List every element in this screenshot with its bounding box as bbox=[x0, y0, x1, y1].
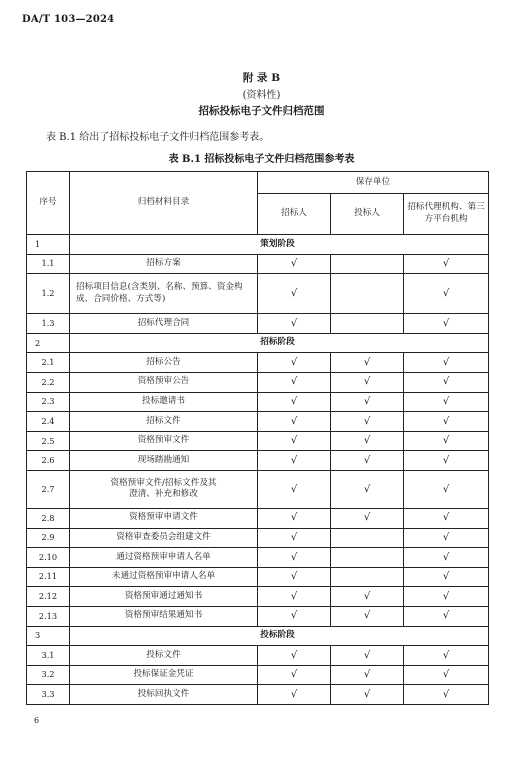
material-name: 资格预审结果通知书 bbox=[70, 606, 258, 626]
checkmark-icon: √ bbox=[290, 356, 298, 368]
bidder-check-cell bbox=[331, 451, 404, 471]
row-number: 1 bbox=[27, 235, 70, 255]
agency-check-cell bbox=[404, 508, 489, 528]
checkmark-icon: √ bbox=[363, 649, 371, 661]
row-number: 1.1 bbox=[27, 254, 70, 274]
checkmark-icon: √ bbox=[363, 396, 371, 408]
checkmark-icon: √ bbox=[363, 688, 371, 700]
tenderer-check-cell bbox=[258, 606, 331, 626]
tenderer-check-cell bbox=[258, 274, 331, 314]
checkmark-icon: √ bbox=[442, 512, 450, 524]
checkmark-icon: √ bbox=[442, 435, 450, 447]
tenderer-check-cell bbox=[258, 508, 331, 528]
agency-check-cell bbox=[404, 274, 489, 314]
tenderer-check-cell bbox=[258, 665, 331, 685]
checkmark-icon: √ bbox=[363, 610, 371, 622]
row-number: 2.7 bbox=[27, 470, 70, 508]
tenderer-check-cell bbox=[258, 451, 331, 471]
agency-check-cell bbox=[404, 412, 489, 432]
checkmark-icon: √ bbox=[363, 415, 371, 427]
bidder-check-cell bbox=[331, 372, 404, 392]
material-name: 现场踏勘通知 bbox=[70, 451, 258, 471]
row-number: 2.3 bbox=[27, 392, 70, 412]
agency-check-cell bbox=[404, 606, 489, 626]
header-tenderer: 招标人 bbox=[258, 194, 331, 235]
row-number: 2.2 bbox=[27, 372, 70, 392]
row-number: 2.4 bbox=[27, 412, 70, 432]
bidder-check-cell bbox=[331, 665, 404, 685]
row-number: 1.2 bbox=[27, 274, 70, 314]
header-agency: 招标代理机构、第三方平台机构 bbox=[404, 194, 489, 235]
tenderer-check-cell bbox=[258, 431, 331, 451]
checkmark-icon: √ bbox=[290, 483, 298, 495]
checkmark-icon: √ bbox=[442, 454, 450, 466]
bidder-check-cell bbox=[331, 508, 404, 528]
agency-check-cell bbox=[404, 431, 489, 451]
agency-check-cell bbox=[404, 353, 489, 373]
checkmark-icon: √ bbox=[442, 688, 450, 700]
tenderer-check-cell bbox=[258, 353, 331, 373]
checkmark-icon: √ bbox=[442, 287, 450, 299]
header-bidder: 投标人 bbox=[331, 194, 404, 235]
row-number: 3.1 bbox=[27, 646, 70, 666]
table-row bbox=[27, 606, 489, 626]
agency-check-cell bbox=[404, 470, 489, 508]
checkmark-icon: √ bbox=[363, 356, 371, 368]
table-row bbox=[27, 372, 489, 392]
row-number: 2.12 bbox=[27, 587, 70, 607]
material-name: 未通过资格预审申请人名单 bbox=[70, 567, 258, 587]
checkmark-icon: √ bbox=[442, 396, 450, 408]
checkmark-icon: √ bbox=[290, 287, 298, 299]
table-row bbox=[27, 567, 489, 587]
stage-name: 投标阶段 bbox=[70, 626, 489, 646]
row-number: 2.8 bbox=[27, 508, 70, 528]
table-row bbox=[27, 646, 489, 666]
appendix-title: 附 录 B bbox=[242, 72, 281, 84]
checkmark-icon: √ bbox=[442, 610, 450, 622]
bidder-check-cell bbox=[331, 685, 404, 705]
tenderer-check-cell bbox=[258, 528, 331, 548]
header-unit: 保存单位 bbox=[258, 172, 489, 194]
tenderer-check-cell bbox=[258, 314, 331, 334]
appendix-note: (资料性) bbox=[242, 90, 281, 101]
material-name: 招标公告 bbox=[70, 353, 258, 373]
row-number: 2.11 bbox=[27, 567, 70, 587]
header-material: 归档材料目录 bbox=[70, 172, 258, 235]
bidder-check-cell bbox=[331, 412, 404, 432]
checkmark-icon: √ bbox=[363, 669, 371, 681]
checkmark-icon: √ bbox=[442, 317, 450, 329]
material-name: 资格预审文件/招标文件及其澄清、补充和修改 bbox=[70, 470, 258, 508]
table-body bbox=[27, 235, 489, 705]
material-name: 投标回执文件 bbox=[70, 685, 258, 705]
bidder-check-cell bbox=[331, 431, 404, 451]
row-number: 3.2 bbox=[27, 665, 70, 685]
row-number: 2.5 bbox=[27, 431, 70, 451]
appendix-name: 招标投标电子文件归档范围 bbox=[198, 105, 325, 117]
checkmark-icon: √ bbox=[442, 669, 450, 681]
tenderer-check-cell bbox=[258, 392, 331, 412]
table-row bbox=[27, 528, 489, 548]
bidder-check-cell bbox=[331, 587, 404, 607]
checkmark-icon: √ bbox=[363, 512, 371, 524]
checkmark-icon: √ bbox=[290, 454, 298, 466]
header-seq: 序号 bbox=[27, 172, 70, 235]
checkmark-icon: √ bbox=[363, 435, 371, 447]
checkmark-icon: √ bbox=[442, 551, 450, 563]
bidder-check-cell bbox=[331, 314, 404, 334]
checkmark-icon: √ bbox=[290, 688, 298, 700]
row-number: 1.3 bbox=[27, 314, 70, 334]
bidder-check-cell bbox=[331, 254, 404, 274]
tenderer-check-cell bbox=[258, 254, 331, 274]
material-name: 资格预审文件 bbox=[70, 431, 258, 451]
checkmark-icon: √ bbox=[442, 590, 450, 602]
checkmark-icon: √ bbox=[442, 532, 450, 544]
material-name: 投标邀请书 bbox=[70, 392, 258, 412]
agency-check-cell bbox=[404, 254, 489, 274]
checkmark-icon: √ bbox=[290, 317, 298, 329]
material-name: 招标文件 bbox=[70, 412, 258, 432]
table-row bbox=[27, 392, 489, 412]
agency-check-cell bbox=[404, 685, 489, 705]
tenderer-check-cell bbox=[258, 587, 331, 607]
row-number: 2.9 bbox=[27, 528, 70, 548]
bidder-check-cell bbox=[331, 606, 404, 626]
tenderer-check-cell bbox=[258, 470, 331, 508]
bidder-check-cell bbox=[331, 353, 404, 373]
checkmark-icon: √ bbox=[442, 571, 450, 583]
material-name: 资格审查委员会组建文件 bbox=[70, 528, 258, 548]
table-row bbox=[27, 412, 489, 432]
tenderer-check-cell bbox=[258, 685, 331, 705]
material-name: 招标方案 bbox=[70, 254, 258, 274]
material-name: 招标项目信息(含类别、名称、预算、资金构成、合同价格、方式等) bbox=[70, 274, 258, 314]
stage-row bbox=[27, 626, 489, 646]
tenderer-check-cell bbox=[258, 372, 331, 392]
agency-check-cell bbox=[404, 646, 489, 666]
agency-check-cell bbox=[404, 372, 489, 392]
checkmark-icon: √ bbox=[290, 512, 298, 524]
checkmark-icon: √ bbox=[290, 571, 298, 583]
checkmark-icon: √ bbox=[290, 258, 298, 270]
tenderer-check-cell bbox=[258, 646, 331, 666]
agency-check-cell bbox=[404, 451, 489, 471]
checkmark-icon: √ bbox=[290, 415, 298, 427]
table-row bbox=[27, 665, 489, 685]
checkmark-icon: √ bbox=[363, 483, 371, 495]
table-row bbox=[27, 353, 489, 373]
checkmark-icon: √ bbox=[442, 649, 450, 661]
row-number: 2.13 bbox=[27, 606, 70, 626]
row-number: 2.6 bbox=[27, 451, 70, 471]
bidder-check-cell bbox=[331, 392, 404, 412]
checkmark-icon: √ bbox=[290, 669, 298, 681]
table-row bbox=[27, 254, 489, 274]
page-number: 6 bbox=[34, 716, 40, 725]
row-number: 2.1 bbox=[27, 353, 70, 373]
checkmark-icon: √ bbox=[442, 376, 450, 388]
checkmark-icon: √ bbox=[290, 590, 298, 602]
bidder-check-cell bbox=[331, 646, 404, 666]
tenderer-check-cell bbox=[258, 548, 331, 568]
bidder-check-cell bbox=[331, 470, 404, 508]
stage-row bbox=[27, 333, 489, 353]
checkmark-icon: √ bbox=[442, 483, 450, 495]
checkmark-icon: √ bbox=[290, 610, 298, 622]
row-number: 2.10 bbox=[27, 548, 70, 568]
material-name: 资格预审申请文件 bbox=[70, 508, 258, 528]
checkmark-icon: √ bbox=[442, 356, 450, 368]
material-name: 资格预审通过通知书 bbox=[70, 587, 258, 607]
agency-check-cell bbox=[404, 665, 489, 685]
table-row bbox=[27, 508, 489, 528]
checkmark-icon: √ bbox=[442, 258, 450, 270]
material-name: 招标代理合同 bbox=[70, 314, 258, 334]
table-row bbox=[27, 314, 489, 334]
checkmark-icon: √ bbox=[442, 415, 450, 427]
bidder-check-cell bbox=[331, 528, 404, 548]
table-row bbox=[27, 470, 489, 508]
agency-check-cell bbox=[404, 548, 489, 568]
bidder-check-cell bbox=[331, 548, 404, 568]
checkmark-icon: √ bbox=[290, 396, 298, 408]
agency-check-cell bbox=[404, 392, 489, 412]
document-code: DA/T 103—2024 bbox=[22, 14, 115, 25]
material-name: 资格预审公告 bbox=[70, 372, 258, 392]
tenderer-check-cell bbox=[258, 567, 331, 587]
checkmark-icon: √ bbox=[363, 376, 371, 388]
table-row bbox=[27, 548, 489, 568]
agency-check-cell bbox=[404, 587, 489, 607]
checkmark-icon: √ bbox=[290, 435, 298, 447]
agency-check-cell bbox=[404, 567, 489, 587]
agency-check-cell bbox=[404, 528, 489, 548]
checkmark-icon: √ bbox=[363, 454, 371, 466]
material-name: 通过资格预审申请人名单 bbox=[70, 548, 258, 568]
material-name: 投标文件 bbox=[70, 646, 258, 666]
checkmark-icon: √ bbox=[290, 376, 298, 388]
checkmark-icon: √ bbox=[363, 590, 371, 602]
bidder-check-cell bbox=[331, 567, 404, 587]
checkmark-icon: √ bbox=[290, 551, 298, 563]
table-caption: 表 B.1 招标投标电子文件归档范围参考表 bbox=[168, 154, 355, 165]
table-row bbox=[27, 274, 489, 314]
bidder-check-cell bbox=[331, 274, 404, 314]
checkmark-icon: √ bbox=[290, 649, 298, 661]
stage-row bbox=[27, 235, 489, 255]
row-number: 3.3 bbox=[27, 685, 70, 705]
archive-scope-table bbox=[26, 171, 489, 705]
agency-check-cell bbox=[404, 314, 489, 334]
table-row bbox=[27, 431, 489, 451]
table-row bbox=[27, 587, 489, 607]
material-name: 投标保证金凭证 bbox=[70, 665, 258, 685]
table-row bbox=[27, 685, 489, 705]
stage-name: 策划阶段 bbox=[70, 235, 489, 255]
table-row bbox=[27, 451, 489, 471]
stage-name: 招标阶段 bbox=[70, 333, 489, 353]
checkmark-icon: √ bbox=[290, 532, 298, 544]
row-number: 3 bbox=[27, 626, 70, 646]
tenderer-check-cell bbox=[258, 412, 331, 432]
intro-paragraph: 表 B.1 给出了招标投标电子文件归档范围参考表。 bbox=[46, 132, 270, 143]
row-number: 2 bbox=[27, 333, 70, 353]
